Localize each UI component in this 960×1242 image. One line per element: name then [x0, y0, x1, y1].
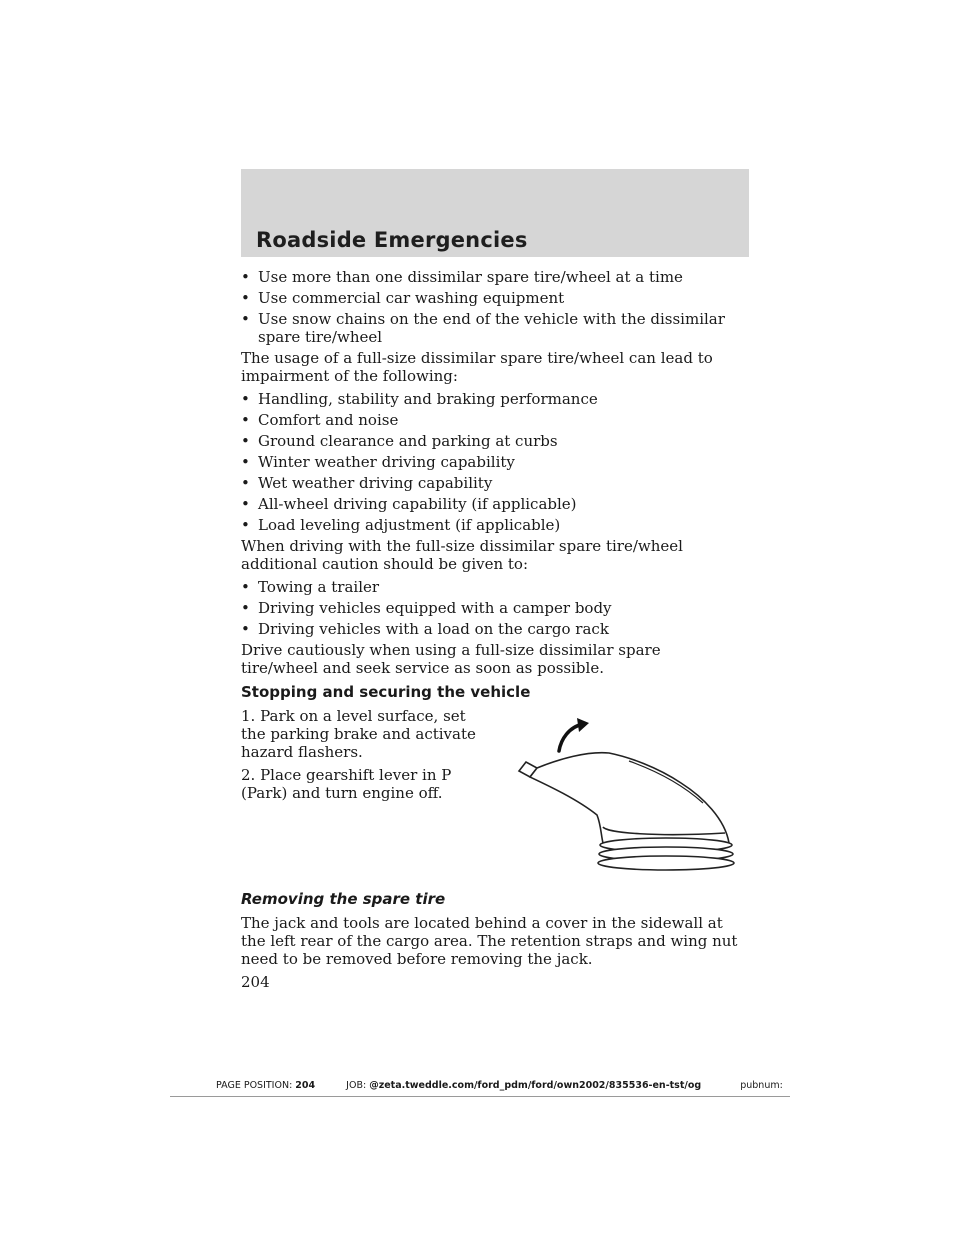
- list-item: • Driving vehicles equipped with a camper body: [241, 599, 612, 617]
- release-arrow-icon: [559, 718, 589, 751]
- list-item: • Use more than one dissimilar spare tire/wheel at a time: [241, 268, 683, 286]
- page-content: [241, 268, 741, 991]
- list-item: • All-wheel driving capability (if applicable): [241, 495, 577, 513]
- page-position-label: PAGE POSITION:: [216, 1080, 293, 1091]
- list-item: • Winter weather driving capability: [241, 453, 515, 471]
- list-item: • Comfort and noise: [241, 411, 399, 429]
- bullet-icon: •: [241, 453, 250, 471]
- list-item: • Wet weather driving capability: [241, 474, 493, 492]
- lever-icon: [519, 753, 734, 870]
- job-value: @zeta.tweddle.com/ford_pdm/ford/own2002/835536-en-tst/og: [369, 1080, 702, 1091]
- removing-paragraph: The jack and tools are located behind a cover in the sidewall at the left rear of the cargo area. The retention straps and wing nut need to be removed before removing the jack.: [241, 914, 738, 968]
- caution-list: [241, 578, 741, 638]
- section-title: Roadside Emergencies: [256, 228, 528, 252]
- step-1: 1. Park on a level surface, set the parking brake and activate hazard flashers.: [241, 707, 476, 761]
- bullet-icon: •: [241, 432, 250, 450]
- bullet-icon: •: [241, 268, 250, 286]
- list-item: • Towing a trailer: [241, 578, 380, 596]
- impairment-list: [241, 390, 741, 534]
- bullet-icon: •: [241, 289, 250, 307]
- step-2: 2. Place gearshift lever in P (Park) and turn engine off.: [241, 766, 452, 802]
- parking-brake-lever-illustration: [497, 715, 745, 885]
- stopping-steps: [241, 707, 491, 802]
- stopping-heading: Stopping and securing the vehicle: [241, 683, 531, 701]
- bullet-icon: •: [241, 411, 250, 429]
- list-item: • Load leveling adjustment (if applicable): [241, 516, 561, 534]
- restriction-list: [241, 268, 741, 346]
- drive-paragraph: Drive cautiously when using a full-size dissimilar spare tire/wheel and seek service as soon as possible.: [241, 641, 661, 677]
- list-item: • Use commercial car washing equipment: [241, 289, 565, 307]
- bullet-icon: •: [241, 599, 250, 617]
- list-item: • Ground clearance and parking at curbs: [241, 432, 558, 450]
- footer-rule: [170, 1096, 790, 1097]
- list-item: • Handling, stability and braking performance: [241, 390, 598, 408]
- list-item: • Driving vehicles with a load on the cargo rack: [241, 620, 609, 638]
- pubnum-label: pubnum:: [740, 1080, 783, 1091]
- usage-paragraph: The usage of a full-size dissimilar spare tire/wheel can lead to impairment of the following:: [241, 349, 713, 385]
- bullet-icon: •: [241, 578, 250, 596]
- job-label: JOB:: [346, 1080, 367, 1091]
- list-item: • Use snow chains on the end of the vehicle with the dissimilar spare tire/wheel: [241, 310, 725, 346]
- bullet-icon: •: [241, 495, 250, 513]
- bullet-icon: •: [241, 474, 250, 492]
- page-position-value: 204: [295, 1080, 316, 1091]
- bullet-icon: •: [241, 620, 250, 638]
- removing-heading: Removing the spare tire: [241, 890, 446, 908]
- stopping-section: [241, 707, 741, 884]
- page-number: 204: [241, 973, 270, 991]
- bullet-icon: •: [241, 310, 250, 328]
- print-footer: [216, 1080, 783, 1091]
- bullet-icon: •: [241, 390, 250, 408]
- caution-paragraph: When driving with the full-size dissimilar spare tire/wheel additional caution should be given to:: [241, 537, 683, 573]
- bullet-icon: •: [241, 516, 250, 534]
